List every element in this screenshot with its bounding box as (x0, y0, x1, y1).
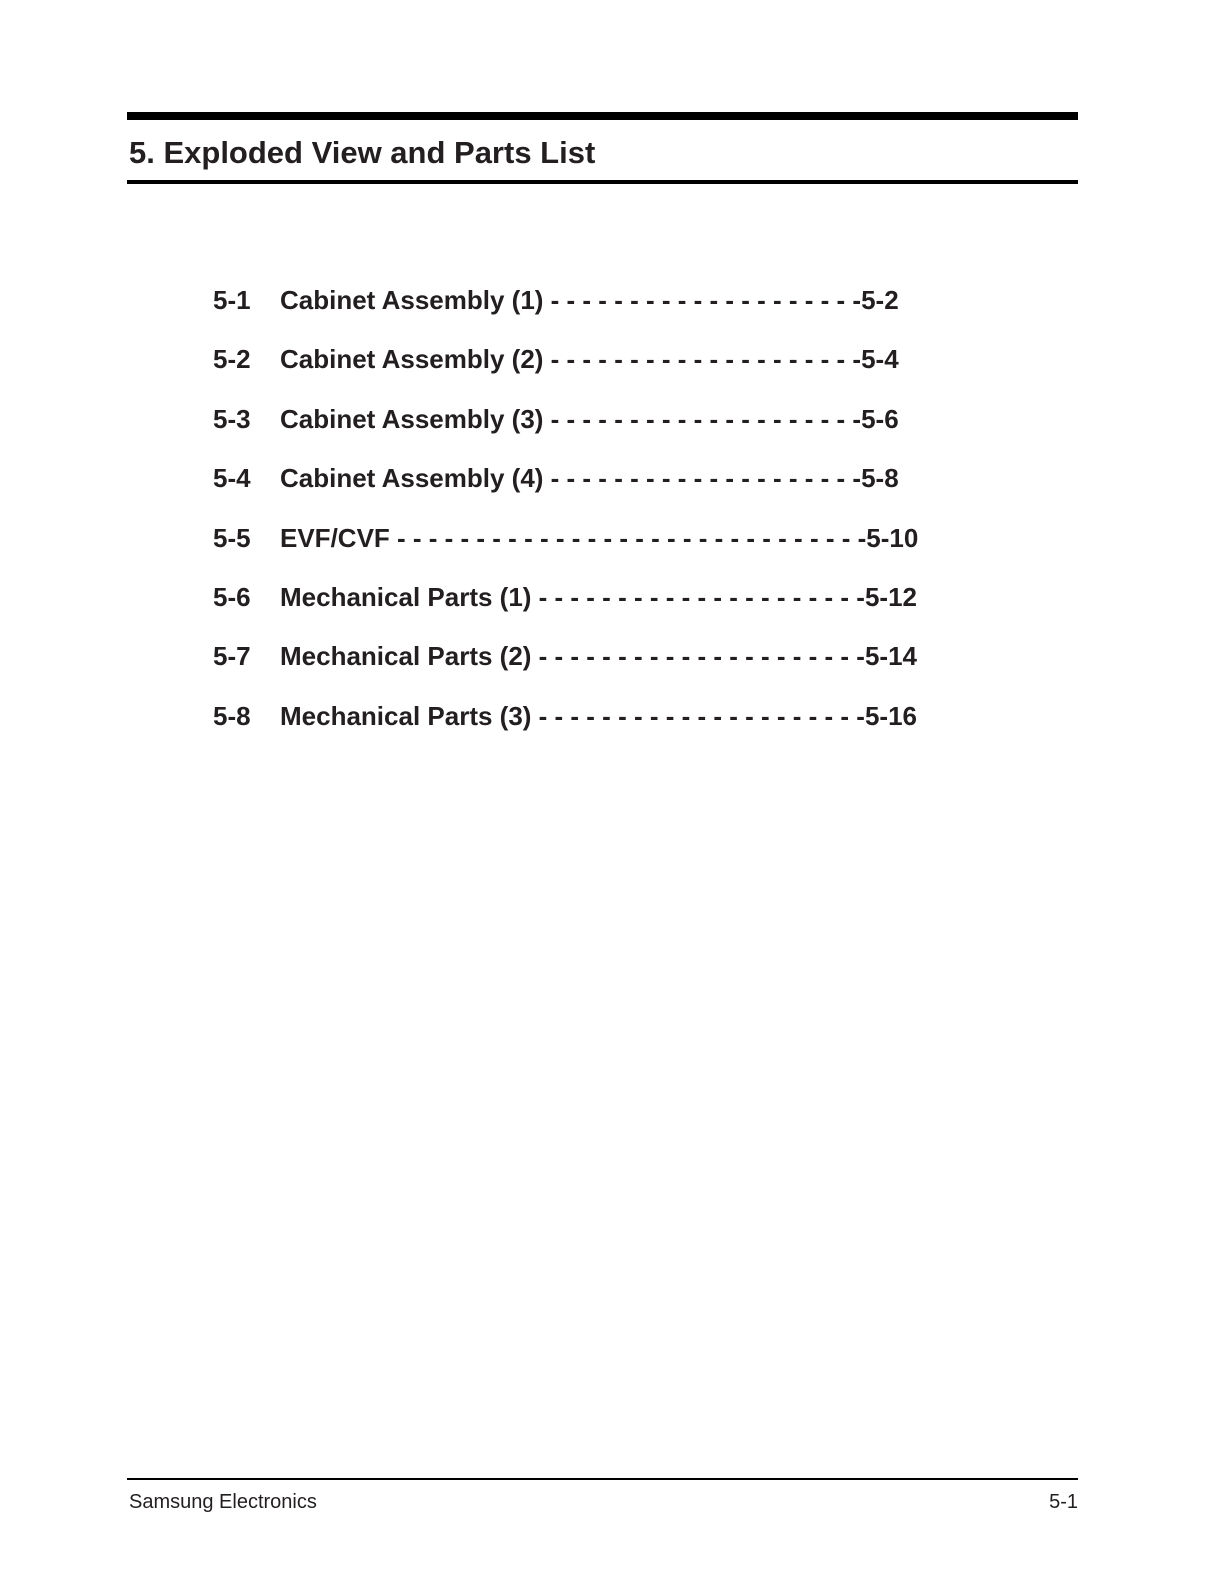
toc-item[interactable] (213, 280, 1013, 339)
toc-item-number: 5-1 (213, 285, 251, 315)
footer-rule (127, 1478, 1078, 1480)
toc-item-entry: Cabinet Assembly (2) - - - - - - - - - - - - - - - - - - - -5-4 (280, 344, 899, 375)
toc-item-number: 5-2 (213, 344, 251, 375)
top-rule (127, 112, 1078, 120)
title-rule (127, 180, 1078, 184)
toc-item[interactable] (213, 339, 1013, 398)
toc-item[interactable] (213, 399, 1013, 458)
page-title: 5. Exploded View and Parts List (129, 135, 596, 170)
toc-item[interactable] (213, 518, 1013, 577)
toc-item[interactable] (213, 577, 1013, 636)
toc-item-number: 5-6 (213, 581, 251, 612)
toc-item-number: 5-4 (213, 463, 251, 494)
toc-item[interactable] (213, 458, 1013, 517)
toc-item[interactable] (213, 696, 1013, 755)
toc-item-entry: Cabinet Assembly (4) - - - - - - - - - - - - - - - - - - - -5-8 (280, 463, 899, 494)
table-of-contents (213, 280, 1013, 755)
toc-item-entry: Cabinet Assembly (1) - - - - - - - - - - - - - - - - - - - -5-2 (280, 285, 899, 315)
toc-item-entry: Mechanical Parts (3) - - - - - - - - - - - - - - - - - - - - -5-16 (280, 700, 917, 731)
toc-item-entry: Mechanical Parts (1) - - - - - - - - - - - - - - - - - - - - -5-12 (280, 581, 917, 612)
toc-item-entry: Cabinet Assembly (3) - - - - - - - - - - - - - - - - - - - -5-6 (280, 403, 899, 434)
toc-item-entry: EVF/CVF - - - - - - - - - - - - - - - - - - - - - - - - - - - - - -5-10 (280, 522, 919, 553)
footer-company: Samsung Electronics (129, 1491, 317, 1513)
toc-item-number: 5-7 (213, 641, 251, 672)
toc-item-number: 5-5 (213, 522, 251, 553)
toc-item-number: 5-8 (213, 700, 251, 731)
toc-item-number: 5-3 (213, 403, 251, 434)
toc-item[interactable] (213, 636, 1013, 695)
toc-item-entry: Mechanical Parts (2) - - - - - - - - - - - - - - - - - - - - -5-14 (280, 641, 917, 672)
footer-page-number: 5-1 (1049, 1491, 1078, 1513)
